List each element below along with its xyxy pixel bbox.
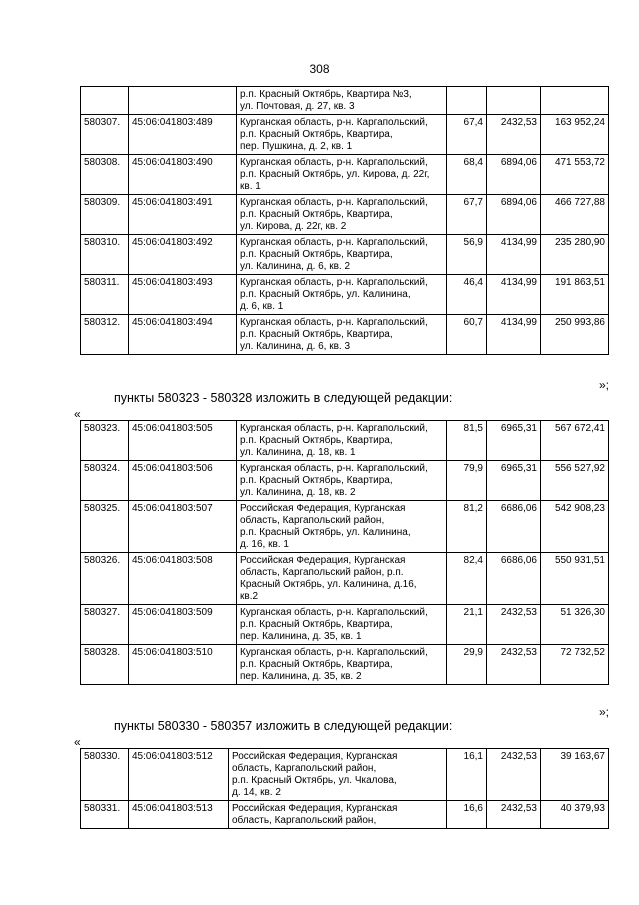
address-cell bbox=[237, 553, 447, 605]
value-cell: 191 863,51 bbox=[541, 275, 609, 315]
cadastral-number-cell: 45:06:041803:490 bbox=[129, 155, 237, 195]
address-cell bbox=[237, 461, 447, 501]
address-line: Курганская область, р-н. Каргапольский, bbox=[240, 463, 428, 474]
table-row bbox=[81, 553, 609, 605]
registry-table-1 bbox=[80, 86, 609, 355]
cadastral-number-cell: 45:06:041803:510 bbox=[129, 645, 237, 685]
address-line: Российская Федерация, Курганская bbox=[232, 751, 398, 762]
address-line: р.п. Красный Октябрь, Квартира, bbox=[240, 329, 393, 340]
cadastral-number-cell: 45:06:041803:506 bbox=[129, 461, 237, 501]
address-line: Курганская область, р-н. Каргапольский, bbox=[240, 277, 428, 288]
area-cell: 68,4 bbox=[447, 155, 487, 195]
address-cell bbox=[237, 235, 447, 275]
area-cell: 46,4 bbox=[447, 275, 487, 315]
address-cell bbox=[237, 605, 447, 645]
table-row bbox=[81, 275, 609, 315]
address-cell bbox=[237, 195, 447, 235]
paragraph-amendment: пункты 580330 - 580357 изложить в следующей редакции: bbox=[114, 719, 453, 733]
value-cell: 550 931,51 bbox=[541, 553, 609, 605]
rate-cell: 6894,06 bbox=[487, 195, 541, 235]
cadastral-number-cell: 45:06:041803:513 bbox=[129, 801, 229, 829]
table-row bbox=[81, 87, 609, 115]
page-number: 308 bbox=[309, 62, 330, 76]
address-line: ул. Калинина, д. 18, кв. 2 bbox=[240, 487, 356, 498]
address-cell bbox=[237, 315, 447, 355]
rate-cell: 6686,06 bbox=[487, 501, 541, 553]
table-row bbox=[81, 801, 609, 829]
address-line: р.п. Красный Октябрь, ул. Калинина, bbox=[240, 289, 411, 300]
area-cell: 81,5 bbox=[447, 421, 487, 461]
item-number-cell: 580327. bbox=[81, 605, 129, 645]
value-cell bbox=[541, 87, 609, 115]
address-line: р.п. Красный Октябрь, Квартира №3, bbox=[240, 89, 412, 100]
cadastral-number-cell: 45:06:041803:507 bbox=[129, 501, 237, 553]
address-line: Курганская область, р-н. Каргапольский, bbox=[240, 607, 428, 618]
table-row bbox=[81, 749, 609, 801]
cadastral-number-cell: 45:06:041803:489 bbox=[129, 115, 237, 155]
registry-table-2 bbox=[80, 420, 609, 685]
address-line: область, Каргапольский район, bbox=[232, 815, 377, 826]
address-line: р.п. Красный Октябрь, Квартира, bbox=[240, 249, 393, 260]
address-line: Курганская область, р-н. Каргапольский, bbox=[240, 237, 428, 248]
rate-cell: 2432,53 bbox=[487, 605, 541, 645]
item-number-cell: 580325. bbox=[81, 501, 129, 553]
value-cell: 72 732,52 bbox=[541, 645, 609, 685]
address-cell bbox=[237, 155, 447, 195]
value-cell: 556 527,92 bbox=[541, 461, 609, 501]
address-line: Курганская область, р-н. Каргапольский, bbox=[240, 157, 428, 168]
address-cell bbox=[237, 501, 447, 553]
area-cell: 60,7 bbox=[447, 315, 487, 355]
address-line: ул. Калинина, д. 6, кв. 2 bbox=[240, 261, 351, 272]
table-row bbox=[81, 235, 609, 275]
address-line: Курганская область, р-н. Каргапольский, bbox=[240, 423, 428, 434]
area-cell: 56,9 bbox=[447, 235, 487, 275]
rate-cell: 4134,99 bbox=[487, 235, 541, 275]
address-line: пер. Калинина, д. 35, кв. 1 bbox=[240, 631, 362, 642]
area-cell bbox=[447, 87, 487, 115]
table-row bbox=[81, 501, 609, 553]
item-number-cell: 580312. bbox=[81, 315, 129, 355]
cadastral-number-cell: 45:06:041803:494 bbox=[129, 315, 237, 355]
address-line: ул. Кирова, д. 22г, кв. 2 bbox=[240, 221, 347, 232]
paragraph-amendment: пункты 580323 - 580328 изложить в следующей редакции: bbox=[114, 391, 453, 405]
item-number-cell: 580323. bbox=[81, 421, 129, 461]
address-line: р.п. Красный Октябрь, ул. Кирова, д. 22г, bbox=[240, 169, 430, 180]
area-cell: 79,9 bbox=[447, 461, 487, 501]
address-line: р.п. Красный Октябрь, Квартира, bbox=[240, 435, 393, 446]
area-cell: 16,1 bbox=[447, 749, 487, 801]
address-line: р.п. Красный Октябрь, ул. Чкалова, bbox=[232, 775, 397, 786]
address-line: р.п. Красный Октябрь, Квартира, bbox=[240, 659, 393, 670]
address-line: р.п. Красный Октябрь, Квартира, bbox=[240, 129, 393, 140]
address-line: Российская Федерация, Курганская bbox=[232, 803, 398, 814]
address-line: Российская Федерация, Курганская bbox=[240, 555, 406, 566]
address-line: р.п. Красный Октябрь, Квартира, bbox=[240, 209, 393, 220]
address-cell bbox=[237, 421, 447, 461]
cadastral-number-cell bbox=[129, 87, 237, 115]
address-line: область, Каргапольский район, bbox=[240, 515, 385, 526]
area-cell: 67,4 bbox=[447, 115, 487, 155]
table-row bbox=[81, 461, 609, 501]
item-number-cell bbox=[81, 87, 129, 115]
address-cell bbox=[237, 87, 447, 115]
registry-table-3 bbox=[80, 748, 609, 829]
address-line: Российская Федерация, Курганская bbox=[240, 503, 406, 514]
address-cell bbox=[237, 115, 447, 155]
address-line: д. 16, кв. 1 bbox=[240, 539, 289, 550]
rate-cell: 4134,99 bbox=[487, 315, 541, 355]
address-line: Курганская область, р-н. Каргапольский, bbox=[240, 647, 428, 658]
address-cell bbox=[229, 749, 447, 801]
rate-cell: 2432,53 bbox=[487, 801, 541, 829]
address-cell bbox=[229, 801, 447, 829]
closing-quote: »; bbox=[598, 705, 609, 719]
cadastral-number-cell: 45:06:041803:493 bbox=[129, 275, 237, 315]
area-cell: 67,7 bbox=[447, 195, 487, 235]
table-row bbox=[81, 605, 609, 645]
item-number-cell: 580330. bbox=[81, 749, 129, 801]
address-line: пер. Калинина, д. 35, кв. 2 bbox=[240, 671, 362, 682]
address-line: пер. Пушкина, д. 2, кв. 1 bbox=[240, 141, 353, 152]
cadastral-number-cell: 45:06:041803:508 bbox=[129, 553, 237, 605]
value-cell: 542 908,23 bbox=[541, 501, 609, 553]
item-number-cell: 580311. bbox=[81, 275, 129, 315]
cadastral-number-cell: 45:06:041803:512 bbox=[129, 749, 229, 801]
value-cell: 471 553,72 bbox=[541, 155, 609, 195]
value-cell: 250 993,86 bbox=[541, 315, 609, 355]
address-cell bbox=[237, 645, 447, 685]
address-line: Курганская область, р-н. Каргапольский, bbox=[240, 197, 428, 208]
cadastral-number-cell: 45:06:041803:492 bbox=[129, 235, 237, 275]
value-cell: 39 163,67 bbox=[541, 749, 609, 801]
address-line: д. 6, кв. 1 bbox=[240, 301, 284, 312]
address-line: область, Каргапольский район, bbox=[232, 763, 377, 774]
rate-cell: 6965,31 bbox=[487, 461, 541, 501]
address-line: Красный Октябрь, ул. Калинина, д.16, bbox=[240, 579, 417, 590]
rate-cell: 4134,99 bbox=[487, 275, 541, 315]
item-number-cell: 580328. bbox=[81, 645, 129, 685]
address-line: ул. Калинина, д. 6, кв. 3 bbox=[240, 341, 351, 352]
table-row bbox=[81, 421, 609, 461]
item-number-cell: 580308. bbox=[81, 155, 129, 195]
address-line: р.п. Красный Октябрь, Квартира, bbox=[240, 475, 393, 486]
opening-quote: « bbox=[74, 735, 81, 749]
rate-cell: 6965,31 bbox=[487, 421, 541, 461]
item-number-cell: 580309. bbox=[81, 195, 129, 235]
value-cell: 51 326,30 bbox=[541, 605, 609, 645]
address-line: р.п. Красный Октябрь, ул. Калинина, bbox=[240, 527, 411, 538]
value-cell: 40 379,93 bbox=[541, 801, 609, 829]
cadastral-number-cell: 45:06:041803:491 bbox=[129, 195, 237, 235]
item-number-cell: 580310. bbox=[81, 235, 129, 275]
value-cell: 466 727,88 bbox=[541, 195, 609, 235]
address-line: Курганская область, р-н. Каргапольский, bbox=[240, 117, 428, 128]
rate-cell: 2432,53 bbox=[487, 749, 541, 801]
rate-cell: 6686,06 bbox=[487, 553, 541, 605]
rate-cell: 6894,06 bbox=[487, 155, 541, 195]
area-cell: 82,4 bbox=[447, 553, 487, 605]
opening-quote: « bbox=[74, 407, 81, 421]
address-line: р.п. Красный Октябрь, Квартира, bbox=[240, 619, 393, 630]
address-line: д. 14, кв. 2 bbox=[232, 787, 281, 798]
cadastral-number-cell: 45:06:041803:505 bbox=[129, 421, 237, 461]
table-row bbox=[81, 115, 609, 155]
area-cell: 29,9 bbox=[447, 645, 487, 685]
table-row bbox=[81, 195, 609, 235]
area-cell: 81,2 bbox=[447, 501, 487, 553]
area-cell: 21,1 bbox=[447, 605, 487, 645]
closing-quote: »; bbox=[598, 378, 609, 392]
address-line: Курганская область, р-н. Каргапольский, bbox=[240, 317, 428, 328]
address-line: кв.2 bbox=[240, 591, 259, 602]
address-line: ул. Почтовая, д. 27, кв. 3 bbox=[240, 101, 355, 112]
item-number-cell: 580307. bbox=[81, 115, 129, 155]
value-cell: 235 280,90 bbox=[541, 235, 609, 275]
address-line: область, Каргапольский район, р.п. bbox=[240, 567, 404, 578]
address-line: ул. Калинина, д. 18, кв. 1 bbox=[240, 447, 356, 458]
value-cell: 567 672,41 bbox=[541, 421, 609, 461]
item-number-cell: 580326. bbox=[81, 553, 129, 605]
cadastral-number-cell: 45:06:041803:509 bbox=[129, 605, 237, 645]
rate-cell: 2432,53 bbox=[487, 115, 541, 155]
rate-cell: 2432,53 bbox=[487, 645, 541, 685]
item-number-cell: 580324. bbox=[81, 461, 129, 501]
address-line: кв. 1 bbox=[240, 181, 261, 192]
table-row bbox=[81, 315, 609, 355]
rate-cell bbox=[487, 87, 541, 115]
table-row bbox=[81, 155, 609, 195]
value-cell: 163 952,24 bbox=[541, 115, 609, 155]
area-cell: 16,6 bbox=[447, 801, 487, 829]
table-row bbox=[81, 645, 609, 685]
item-number-cell: 580331. bbox=[81, 801, 129, 829]
address-cell bbox=[237, 275, 447, 315]
